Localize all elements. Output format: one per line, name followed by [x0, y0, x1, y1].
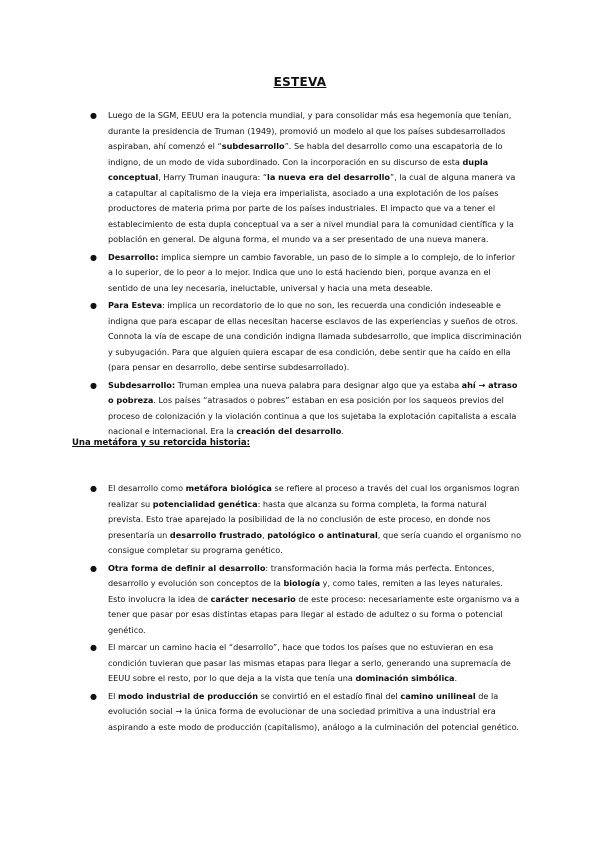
bold-text: biología: [283, 578, 321, 588]
text-run: El marcar un camino hacia el “desarrollo”, hace que todos los países que no estuvieran en esa condición tuvieran que pasar las mismas etapas para llegar a serlo, generando una supremacía de EEUU sobre el resto, por lo que deja a la vista que tenía una: [108, 642, 511, 683]
bold-text: ahí → atraso o pobreza: [108, 379, 518, 405]
bold-text: desarrollo frustrado: [169, 529, 263, 540]
text-run: .: [341, 426, 344, 436]
list-item: [90, 298, 522, 376]
list-item: [90, 481, 522, 559]
text-run: Truman emplea una nueva palabra para designar algo que ya estaba: [175, 379, 462, 390]
bullet-list-metaphor: [90, 481, 522, 737]
bold-text: metáfora biológica: [185, 483, 272, 493]
bold-text: subdesarrollo: [221, 141, 285, 151]
text-run: ”, la cual de alguna manera va a catapultar al capitalismo de la vieja era imperialista, asociado a una explotación de los países productores de materia prima por parte de los países industriales. El impacto que va a tener el establecimiento de esta dupla conceptual va a ser a nivel mundial para la comunidad científica y la población en general. De alguna forma, el mundo va a ser presentado de una nueva manera.: [108, 172, 516, 244]
bold-text: dupla conceptual: [108, 156, 489, 182]
text-run: El: [108, 690, 118, 701]
bold-text: creación del desarrollo: [236, 426, 342, 436]
bold-text: patológico o antinatural: [267, 529, 378, 540]
bold-text: carácter necesario: [210, 593, 296, 604]
page-title: ESTEVA: [273, 75, 327, 89]
text-run: ,: [262, 529, 268, 540]
bullet-icon: ●: [90, 484, 97, 493]
bullet-icon: ●: [90, 301, 97, 310]
bold-text: Subdesarrollo:: [108, 379, 176, 390]
bullet-icon: ●: [90, 563, 97, 573]
text-run: ”. Se habla del desarrollo como una escapatoria de lo indigno, de un modo de vida subordinado. Con la incorporación en su discurso de esta: [108, 141, 503, 167]
text-run: y, como tales, remiten a las leyes naturales. Esto involucra la idea de: [108, 578, 503, 604]
bold-text: la nueva era del desarrollo: [267, 172, 390, 182]
text-run: , que sería cuando el organismo no consigue completar su programa genético.: [108, 529, 522, 555]
text-run: , Harry Truman inaugura: “: [158, 172, 268, 182]
text-run: .: [454, 673, 458, 683]
text-run: El desarrollo como: [108, 483, 186, 493]
list-item: [90, 689, 522, 736]
bold-text: camino unilineal: [400, 690, 476, 701]
list-item: [90, 378, 522, 440]
text-run: de la evolución social → la única forma de evolucionar de una sociedad primitiva a una industrial era aspirando a este modo de producción (capitalismo), análogo a la culminación del potencial genético.: [108, 690, 520, 732]
section-heading: Una metáfora y su retorcida historia:: [72, 438, 251, 448]
bold-text: Para Esteva: [108, 300, 163, 310]
list-item: [90, 640, 522, 687]
bullet-icon: ●: [90, 643, 97, 652]
text-run: se convirtió en el estadío final del: [257, 690, 401, 701]
list-item: [90, 250, 522, 297]
bullet-icon: ●: [90, 252, 97, 262]
bold-text: potencialidad genética: [152, 498, 258, 509]
bullet-icon: ●: [90, 111, 97, 120]
list-item: [90, 561, 522, 639]
bold-text: Otra forma de definir al desarrollo: [108, 562, 266, 573]
bold-text: modo industrial de producción: [117, 690, 258, 701]
text-run: Luego de la SGM, EEUU era la potencia mundial, y para consolidar más esa hegemonía que tenían, durante la presidencia de Truman (1949), promovió un modelo al que los países subdesarrollados aspiraban, ahí comenzó el “: [108, 110, 512, 151]
bullet-list-intro: [90, 108, 522, 442]
list-item: [90, 108, 522, 248]
text-run: : implica un recordatorio de lo que no son, les recuerda una condición indeseable e indigna que para escapar de ellas necesitan hacerse esclavos de las experiencias y sueños de otros. Connota la vía de escape de una condición indigna llamada subdesarrollo, que implica discriminación y subyugación. Para que alguien quiera escapar de esa condición, debe sentir que ha caído en ella (para pensar en desarrollo, debe sentirse subdesarrollado).: [108, 300, 522, 372]
bullet-icon: ●: [90, 380, 97, 390]
text-run: se refiere al proceso a través del cual los organismos logran realizar su: [108, 483, 520, 509]
text-run: : transformación hacia la forma más perfecta. Entonces, desarrollo y evolución son conceptos de la: [108, 562, 495, 588]
bold-text: Desarrollo:: [108, 251, 159, 262]
text-run: : hasta que alcanza su forma completa, la forma natural prevista. Esto trae aparejado la posibilidad de la no conclusión de este proceso, en donde nos presentaría un: [108, 498, 491, 540]
text-run: de este proceso: necesariamente este organismo va a tener que pasar por esas distintas etapas para llegar al estado de adultez o su forma o potencial genético.: [108, 593, 520, 635]
bullet-icon: ●: [90, 691, 97, 701]
text-run: . Los países “atrasados o pobres” estaban en esa posición por los saqueos previos del proceso de colonización y la violación continua a que los sujetaba la explotación capitalista a escala nacional e internacional. Era la: [108, 395, 517, 436]
bold-text: dominación simbólica: [355, 673, 455, 683]
text-run: implica siempre un cambio favorable, un paso de lo simple a lo complejo, de lo inferior a lo superior, de lo peor a lo mejor. Indica que uno lo está haciendo bien, porque avanza en el sentido de una ley necesaria, ineluctable, universal y hacia una meta deseable.: [108, 251, 516, 293]
